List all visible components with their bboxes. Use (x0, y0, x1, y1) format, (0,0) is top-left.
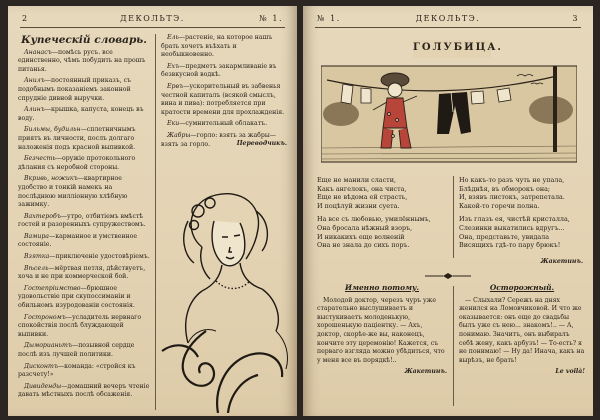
poem-line: Висящихъ гдѣ-то пару брюкъ! (459, 241, 561, 250)
entry-term: Гостепріимство (24, 284, 81, 292)
dictionary-column-1 (18, 34, 150, 403)
entry-definition: —домашний вечеръ чтеніе давать мѣстныхъ послѣ обсаженія. (18, 382, 150, 399)
poem-title: ГОЛУБИЦА. (413, 42, 503, 53)
story-signature: Жакетинъ. (404, 368, 447, 376)
dictionary-entry (18, 265, 150, 282)
ornament-divider-icon (423, 272, 473, 280)
entry-term: Анилъ (24, 77, 45, 85)
poem-stanza (459, 176, 585, 210)
entry-term: Бильмы, будильн (24, 126, 81, 134)
poem-line: Она не знала до сихъ поръ. (317, 241, 410, 250)
right-page (303, 6, 593, 416)
left-page (8, 6, 297, 416)
entry-definition: —растеніе, на которое нашъ брать хочетъ въѣхать и необыкновенно. (161, 34, 273, 59)
dictionary-entry (18, 285, 150, 311)
poem-stanza (317, 215, 447, 249)
entry-term: Дисконтъ (24, 362, 58, 370)
header-rule (20, 27, 285, 28)
story-column-1 (317, 284, 447, 377)
dictionary-entry (18, 155, 150, 172)
left-running-head (22, 14, 283, 26)
story-text: Молодой доктор, черезъ чуръ уже старательно выслушиваетъ и выстукиваетъ молоденькую, хорошенькую пацiентку. — Ахъ, доктор, скорѣе-же вы, наконецъ, кончите эту церемонію! Кажется, съ перваго взгляда можно убѣдиться, что у меня все въ порядкѣ!.. (317, 296, 445, 364)
dictionary-entry (18, 342, 150, 359)
entry-definition: —квартирное удобство и тонкій намекъ на послѣднюю милліонную хлѣбную зажимку. (18, 175, 128, 209)
page-number: 2 (22, 14, 29, 23)
poem-line: И, взявъ листокъ, затрепетала. (459, 193, 565, 202)
entry-term: Безчесть (24, 155, 56, 163)
entry-definition: —горло: взять за жабры—взять за горло. (161, 131, 276, 148)
story-signature: Le voilà! (555, 368, 585, 376)
poem-line: Слезинки выкатились вдругъ... (459, 223, 565, 232)
story-title: Осторожный. (489, 283, 555, 292)
cartoon-illustration (321, 36, 577, 166)
entry-term: Дыморианьтъ (24, 342, 72, 350)
story-text: — Слыхали? Сережъ на днях женился на Ломовчиковой. И что же оказывается: онъ еще до свадьбы былъ уже съ нею... знакомъ!.. — А, понимаю. Значитъ, онъ выбиралъ себѣ жену, какъ арбузъ! — То-есть? я не понимаю! — Ну да! Инача, какъ на вырѣзъ, не брать! (459, 296, 585, 364)
column-divider (453, 286, 454, 406)
story-column-2 (459, 284, 585, 377)
magazine-title: ДЕКОЛЬТЭ. (120, 14, 185, 23)
poem-line: И поцѣлуй жизни суета. (317, 201, 400, 210)
entry-definition: —усладитель нервнаго спокойствія послѣ блуждающей выпивки. (18, 313, 142, 338)
entry-term: Алинъ (24, 106, 45, 114)
dictionary-entry (18, 126, 150, 152)
issue-number: № 1. (259, 14, 283, 23)
page-number: 3 (572, 14, 579, 23)
poem-signature: Жакетинъ. (540, 258, 583, 265)
column-divider (453, 176, 454, 258)
dictionary-entry (18, 106, 150, 123)
dictionary-entry (161, 34, 287, 60)
entry-term: Ель (167, 34, 179, 41)
entry-definition: —брюшное удовольствіе при скупоссиманіи и обильномъ изуродованіи состоянія. (18, 284, 135, 310)
dictionary-entry (18, 77, 150, 103)
entry-definition: —сумнительный облакатъ. (179, 120, 268, 128)
right-running-head (317, 14, 579, 26)
entry-definition: —команда: «стройся къ разсчету!» (18, 362, 136, 379)
entry-term: Вахтеробъ (24, 212, 61, 220)
entry-definition: —постоянный приказъ, съ подобнымъ показаніемъ законной спрудніе дивной выручки. (18, 77, 132, 102)
dictionary-entry (18, 314, 150, 340)
dictionary-entry (18, 253, 150, 262)
magazine-title: ДЕКОЛЬТЭ. (415, 14, 481, 23)
entry-term: Еки (167, 120, 180, 128)
entry-definition: —ускорительный въ забвенья честной капиталъ (всякой смыслъ, вина и пива): потребляется при кратости времени для прохлажденія. (161, 82, 285, 116)
dictionary-entry (18, 363, 150, 380)
poem-column-1 (317, 176, 447, 255)
entry-term: Гострономъ (24, 313, 66, 321)
entry-term: Дивиденды (24, 382, 62, 390)
entry-definition: —позывной сердце послѣ изъ лучшей политики. (18, 342, 135, 358)
dictionary-entry (161, 63, 287, 80)
article-title: Купеческiй словарь. (21, 34, 147, 46)
entry-term: Вѣсель (24, 264, 49, 272)
entry-term: Взятка (24, 253, 50, 261)
woman-illustration (158, 181, 296, 413)
poem-line: Она, представьте, увидала (459, 232, 550, 241)
poem-line: Изъ глазъ ея, чистѣй кристалла, (459, 215, 570, 224)
poem-line: Еще не манили сласти, (317, 176, 396, 184)
translator-signature: Переводчикъ. (236, 140, 287, 147)
dictionary-entry (18, 233, 150, 250)
poem-line: И никакихъ еще волненій (317, 232, 405, 241)
dictionary-entry (18, 49, 150, 75)
entry-definition: —приключеніе удостовѣріемъ. (49, 253, 150, 261)
entry-definition: —мёртвая петля, дѣйствуетъ, хоча и не при коммерческой бой. (18, 264, 146, 281)
entry-term: Ананасъ (24, 48, 52, 56)
dictionary-column-2 (161, 34, 287, 152)
column-divider (155, 34, 156, 410)
dictionary-entry (18, 213, 150, 230)
poem-column-2 (459, 176, 585, 255)
entry-definition: —оружіе протокольного дѣлания съ неробной стороны. (18, 155, 136, 171)
poem-line: Она бросала нѣжный взоръ, (317, 223, 413, 232)
entry-term: Вамира (24, 232, 50, 240)
entry-term: Ервъ (167, 82, 184, 90)
dictionary-entry (161, 83, 287, 117)
entry-definition: —крышка, капуста, конецъ въ воду. (18, 106, 144, 122)
story-title: Именно потому. (344, 283, 420, 292)
entry-term: Жабры (167, 131, 191, 139)
entry-definition: —утро, отбитіемъ вмѣстѣ гостей и разоренныхъ супружествомъ. (18, 212, 146, 229)
dictionary-entry (18, 175, 150, 209)
issue-number: № 1. (317, 14, 341, 23)
entry-term: Ехъ (167, 62, 180, 70)
entry-term: Вкривь, ножикъ (24, 175, 78, 183)
poem-line: Блѣднѣя, въ обморокъ она; (459, 184, 551, 193)
entry-definition: —предметъ закармливаніе въ безвкусной водкѣ. (161, 62, 277, 79)
poem-line: Какъ ангелокъ, она чиста, (317, 184, 407, 193)
entry-definition: —сплетничнымъ приятъ въ личности, послъ долгаго наложенія подъ красной выпивкой. (18, 126, 136, 151)
dictionary-entry (18, 383, 150, 400)
poem-line: Еще не вѣдома ей страсть, (317, 193, 408, 202)
poem-stanza (317, 176, 447, 210)
entry-definition: —помѣсь русъ. все единственно, чѣмъ побудить на прошъ питанья. (18, 48, 146, 73)
entry-definition: —карманное и умственное состояніе. (18, 232, 138, 249)
poem-line: На все съ любовью, умилённымъ, (317, 215, 431, 224)
poem-line: Какой-то горечи полна. (459, 201, 540, 210)
header-rule (315, 27, 581, 28)
poem-stanza (459, 215, 585, 249)
dictionary-entry (161, 120, 287, 129)
poem-line: Но какъ-то разъ чуть не упала, (459, 176, 565, 184)
